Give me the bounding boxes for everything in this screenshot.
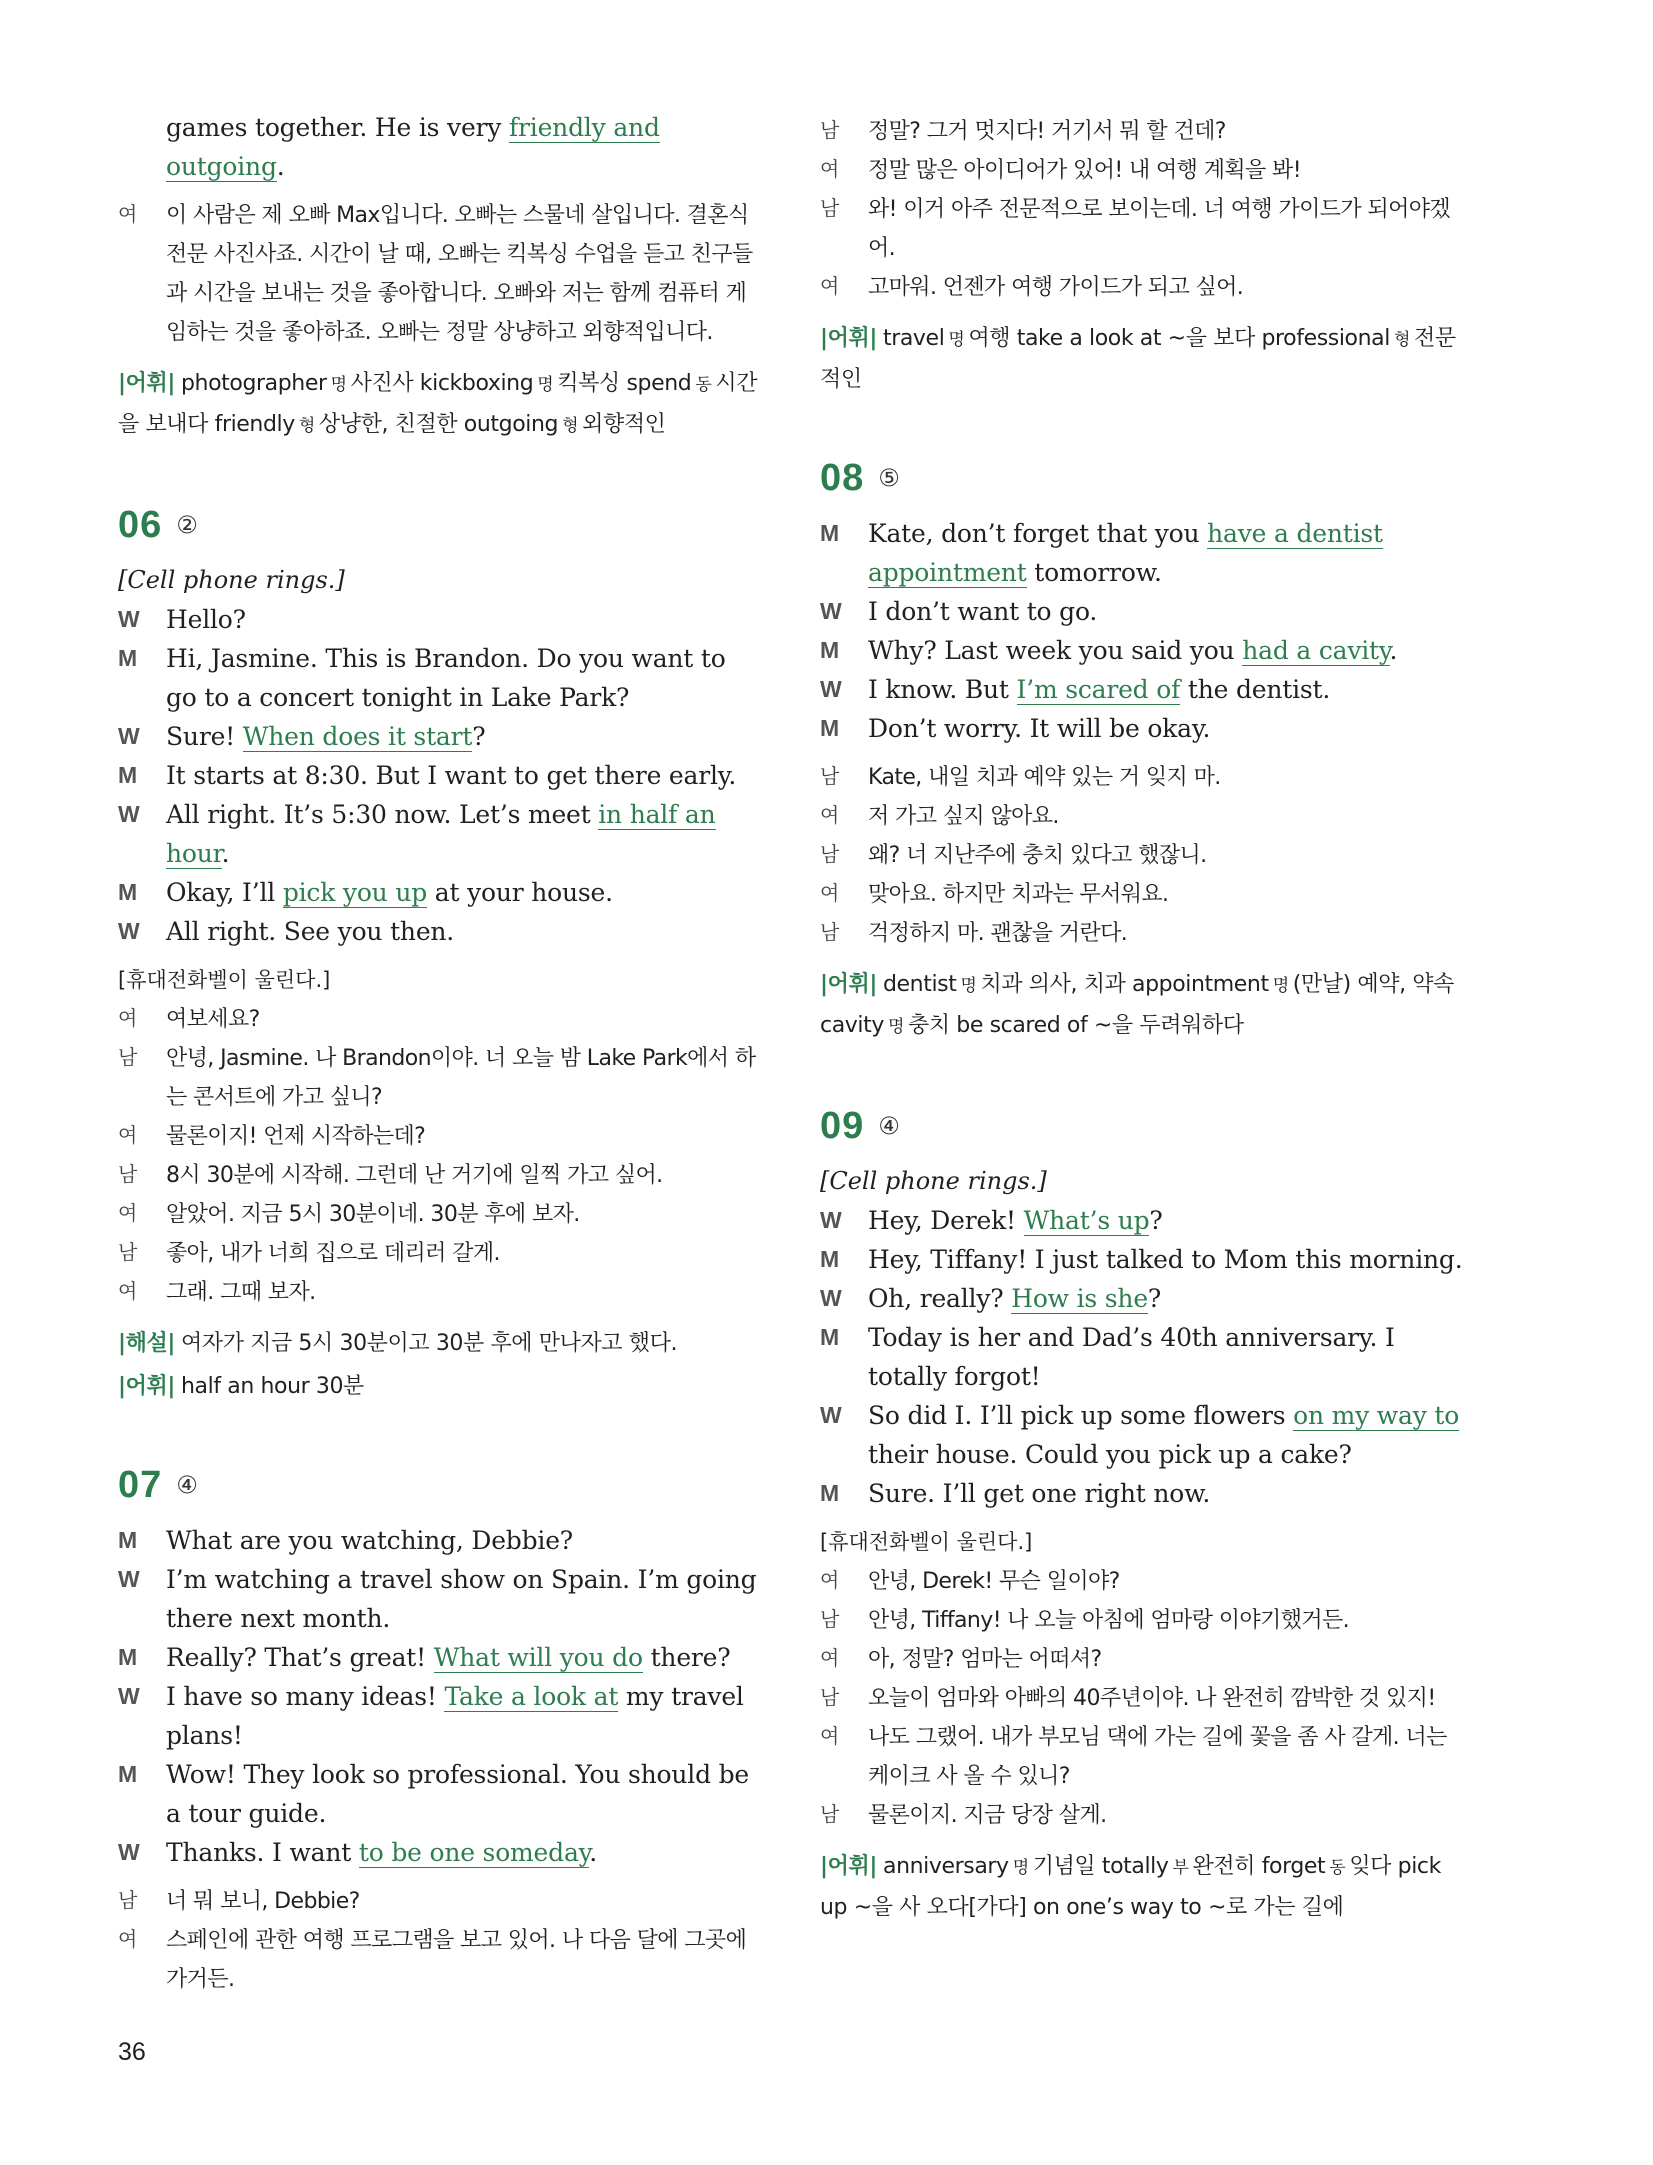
speaker-label: 남 — [820, 1687, 839, 1709]
dialog-line: M Today is her and Dad’s 40th anniversary. I totally forgot! — [820, 1318, 1468, 1396]
speaker-label: W — [820, 1207, 842, 1233]
speaker-label: W — [118, 606, 140, 632]
dialog-line: M Sure. I’ll get one right now. — [820, 1474, 1468, 1513]
dialog-line: M Really? That’s great! What will you do there? — [118, 1638, 760, 1677]
question-number: 06 — [118, 504, 163, 546]
answer-mark: ④ — [878, 1113, 900, 1140]
speaker-label: 남 — [820, 766, 839, 788]
answer-mark: ④ — [176, 1472, 198, 1499]
speaker-label: 남 — [820, 1609, 839, 1631]
dialog-line: W I don’t want to go. — [820, 592, 1468, 631]
dialog-line: M Okay, I’ll pick you up at your house. — [118, 873, 760, 912]
speaker-label: 여 — [820, 159, 839, 181]
speaker-label: 여 — [118, 1008, 137, 1030]
speaker-label: 여 — [820, 1570, 839, 1592]
speaker-label: M — [820, 637, 839, 663]
translation-line: 남 Kate, 내일 치과 예약 있는 거 잊지 마. — [820, 758, 1468, 797]
translation-line: 여 맞아요. 하지만 치과는 무서워요. — [820, 875, 1468, 914]
dialog-line: W Thanks. I want to be one someday. — [118, 1833, 760, 1872]
key-phrase: in half an hour — [166, 800, 716, 868]
speaker-label: 남 — [118, 1890, 137, 1912]
speaker-label: 여 — [118, 1203, 137, 1225]
stage-direction-ko: [휴대전화벨이 울린다.] — [118, 968, 331, 992]
translation-line: 남 왜? 너 지난주에 충치 있다고 했잖니. — [820, 836, 1468, 875]
right-column — [820, 112, 1468, 1927]
dialog-line: M Why? Last week you said you had a cavity. — [820, 631, 1468, 670]
q08-translation — [820, 758, 1468, 953]
translation-line: 여 물론이지! 언제 시작하는데? — [118, 1117, 760, 1156]
speaker-label: W — [820, 676, 842, 702]
stage-direction-ko: [휴대전화벨이 울린다.] — [820, 1530, 1033, 1554]
q09-translation — [820, 1562, 1468, 1835]
dialog-line: M Wow! They look so professional. You should be a tour guide. — [118, 1755, 760, 1833]
speaker-label: 남 — [820, 198, 839, 220]
question-number: 08 — [820, 457, 865, 499]
speaker-label: W — [118, 918, 140, 944]
speaker-label: 여 — [820, 1648, 839, 1670]
translation-line: 여 고마워. 언젠가 여행 가이드가 되고 싶어. — [820, 268, 1468, 307]
question-07-header — [118, 1464, 760, 1507]
intro-ko-line: 여 이 사람은 제 오빠 Max입니다. 오빠는 스물네 살입니다. 결혼식 전문 사진사죠. 시간이 날 때, 오빠는 킥복싱 수업을 듣고 친구들과 시간을 보내는 것을 좋아합니다. 오빠와 저는 함께 컴퓨터 게임하는 것을 좋아하죠. 오빠는 정말 상냥하고 외향적입니다. — [118, 196, 760, 352]
speaker-label: 남 — [118, 1242, 137, 1264]
translation-line: 남 안녕, Tiffany! 나 오늘 아침에 엄마랑 이야기했거든. — [820, 1601, 1468, 1640]
key-phrase: on my way to — [1293, 1401, 1460, 1430]
q06-translation — [118, 1000, 760, 1312]
translation-line: 여 스페인에 관한 여행 프로그램을 보고 있어. 나 다음 달에 그곳에 가거든. — [118, 1921, 760, 1999]
speaker-label: W — [118, 1839, 140, 1865]
speaker-label: 남 — [820, 1804, 839, 1826]
speaker-label: M — [118, 1644, 137, 1670]
speaker-label: W — [118, 801, 140, 827]
intro-en-line: games together. He is very friendly and outgoing. — [166, 113, 660, 181]
speaker-label: 여 — [118, 204, 137, 226]
dialog-line: W I have so many ideas! Take a look at my travel plans! — [118, 1677, 760, 1755]
key-phrase: When does it start — [242, 722, 473, 751]
speaker-label: 여 — [118, 1929, 137, 1951]
translation-line: 남 안녕, Jasmine. 나 Brandon이야. 너 오늘 밤 Lake Park에서 하는 콘서트에 가고 싶니? — [118, 1039, 760, 1117]
key-phrase: I’m scared of — [1016, 675, 1181, 704]
dialog-line: W Hey, Derek! What’s up? — [820, 1201, 1468, 1240]
translation-line: 남 좋아, 내가 너희 집으로 데리러 갈게. — [118, 1234, 760, 1273]
key-phrase: What’s up — [1023, 1206, 1150, 1235]
translation-line: 여 아, 정말? 엄마는 어떠셔? — [820, 1640, 1468, 1679]
question-08-header — [820, 457, 1468, 500]
dialog-line: W I know. But I’m scared of the dentist. — [820, 670, 1468, 709]
translation-line: 여 저 가고 싶지 않아요. — [820, 797, 1468, 836]
dialog-line: W Oh, really? How is she? — [820, 1279, 1468, 1318]
q07-dialog — [118, 1521, 760, 1872]
speaker-label: 남 — [820, 922, 839, 944]
question-06-header — [118, 504, 760, 547]
vocab-05: |어휘| photographer 명 사진사 kickboxing 명 킥복싱 spend 동 시간을 보내다 friendly 형 상냥한, 친절한 outgoing 형 외향적인 — [118, 371, 758, 437]
translation-line: 남 물론이지. 지금 당장 살게. — [820, 1796, 1468, 1835]
dialog-line: W All right. See you then. — [118, 912, 760, 951]
q07-translation-continued — [820, 112, 1468, 307]
translation-line: 남 너 뭐 보니, Debbie? — [118, 1882, 760, 1921]
key-phrase: had a cavity — [1242, 636, 1390, 665]
translation-line: 여 그래. 그때 보자. — [118, 1273, 760, 1312]
key-phrase: What will you do — [433, 1643, 643, 1672]
stage-direction: [Cell phone rings.] — [820, 1167, 1047, 1195]
dialog-line: M Don’t worry. It will be okay. — [820, 709, 1468, 748]
q07-translation — [118, 1882, 760, 1999]
answer-mark: ② — [176, 512, 198, 539]
translation-line: 여 알았어. 지금 5시 30분이네. 30분 후에 보자. — [118, 1195, 760, 1234]
stage-direction: [Cell phone rings.] — [118, 566, 345, 594]
key-phrase: pick you up — [282, 878, 428, 907]
speaker-label: M — [118, 1761, 137, 1787]
question-number: 09 — [820, 1105, 865, 1147]
dialog-line: W So did I. I’ll pick up some flowers on my way to their house. Could you pick up a cake? — [820, 1396, 1468, 1474]
speaker-label: 남 — [820, 120, 839, 142]
translation-line: 남 와! 이거 아주 전문적으로 보이는데. 너 여행 가이드가 되어야겠어. — [820, 190, 1468, 268]
speaker-label: W — [118, 1683, 140, 1709]
speaker-label: 여 — [820, 1726, 839, 1748]
translation-line: 남 8시 30분에 시작해. 그런데 난 거기에 일찍 가고 싶어. — [118, 1156, 760, 1195]
speaker-label: M — [820, 715, 839, 741]
speaker-label: M — [820, 520, 839, 546]
dialog-line: W I’m watching a travel show on Spain. I’m going there next month. — [118, 1560, 760, 1638]
speaker-label: M — [118, 1527, 137, 1553]
dialog-line: M Hi, Jasmine. This is Brandon. Do you want to go to a concert tonight in Lake Park? — [118, 639, 760, 717]
q06-dialog — [118, 600, 760, 951]
dialog-line: M What are you watching, Debbie? — [118, 1521, 760, 1560]
speaker-label: 여 — [820, 883, 839, 905]
speaker-label: W — [820, 1402, 842, 1428]
translation-line: 남 오늘이 엄마와 아빠의 40주년이야. 나 완전히 깜박한 것 있지! — [820, 1679, 1468, 1718]
dialog-line: W Hello? — [118, 600, 760, 639]
answer-mark: ⑤ — [878, 465, 900, 492]
speaker-label: M — [118, 762, 137, 788]
key-phrase: to be one someday — [358, 1838, 590, 1867]
key-phrase: Take a look at — [444, 1682, 619, 1711]
dialog-line: M Kate, don’t forget that you have a dentist appointment tomorrow. — [820, 514, 1468, 592]
speaker-label: 여 — [820, 276, 839, 298]
vocab-09: |어휘| anniversary 명 기념일 totally 부 완전히 forget 동 잊다 pick up ~을 사 오다[가다] on one’s way to ~로 가는 길에 — [820, 1854, 1441, 1920]
key-phrase: How is she — [1011, 1284, 1148, 1313]
page-number: 36 — [118, 2038, 146, 2066]
key-phrase: have a dentist appointment — [868, 519, 1383, 587]
speaker-label: M — [820, 1480, 839, 1506]
vocab-08: |어휘| dentist 명 치과 의사, 치과 appointment 명 (만날) 예약, 약속 cavity 명 충치 be scared of ~을 두려워하다 — [820, 972, 1454, 1038]
speaker-label: 여 — [118, 1125, 137, 1147]
speaker-label: 여 — [118, 1281, 137, 1303]
speaker-label: W — [820, 598, 842, 624]
speaker-label: W — [820, 1285, 842, 1311]
vocab-07: |어휘| travel 명 여행 take a look at ~을 보다 professional 형 전문적인 — [820, 326, 1456, 392]
speaker-label: M — [118, 879, 137, 905]
speaker-label: M — [820, 1324, 839, 1350]
translation-line: 여 안녕, Derek! 무슨 일이야? — [820, 1562, 1468, 1601]
speaker-label: M — [820, 1246, 839, 1272]
q08-dialog — [820, 514, 1468, 748]
dialog-line: M Hey, Tiffany! I just talked to Mom this morning. — [820, 1240, 1468, 1279]
translation-line: 남 걱정하지 마. 괜찮을 거란다. — [820, 914, 1468, 953]
dialog-line: W All right. It’s 5:30 now. Let’s meet in half an hour. — [118, 795, 760, 873]
translation-line: 여 나도 그랬어. 내가 부모님 댁에 가는 길에 꽃을 좀 사 갈게. 너는 케이크 사 올 수 있니? — [820, 1718, 1468, 1796]
key-phrase: friendly and outgoing — [166, 113, 660, 181]
speaker-label: 남 — [820, 844, 839, 866]
speaker-label: W — [118, 723, 140, 749]
speaker-label: W — [118, 1566, 140, 1592]
explanation-06: |해설| 여자가 지금 5시 30분이고 30분 후에 만나자고 했다. — [118, 1331, 678, 1356]
translation-line: 여 정말 많은 아이디어가 있어! 내 여행 계획을 봐! — [820, 151, 1468, 190]
dialog-line: W Sure! When does it start? — [118, 717, 760, 756]
translation-line: 남 정말? 그거 멋지다! 거기서 뭐 할 건데? — [820, 112, 1468, 151]
question-number: 07 — [118, 1464, 163, 1506]
speaker-label: 남 — [118, 1047, 137, 1069]
q09-dialog — [820, 1201, 1468, 1513]
vocab-06: |어휘| half an hour 30분 — [118, 1374, 364, 1399]
speaker-label: M — [118, 645, 137, 671]
translation-line: 여 여보세요? — [118, 1000, 760, 1039]
speaker-label: 남 — [118, 1164, 137, 1186]
question-09-header — [820, 1105, 1468, 1148]
dialog-line: M It starts at 8:30. But I want to get there early. — [118, 756, 760, 795]
left-column — [118, 108, 760, 1999]
speaker-label: 여 — [820, 805, 839, 827]
